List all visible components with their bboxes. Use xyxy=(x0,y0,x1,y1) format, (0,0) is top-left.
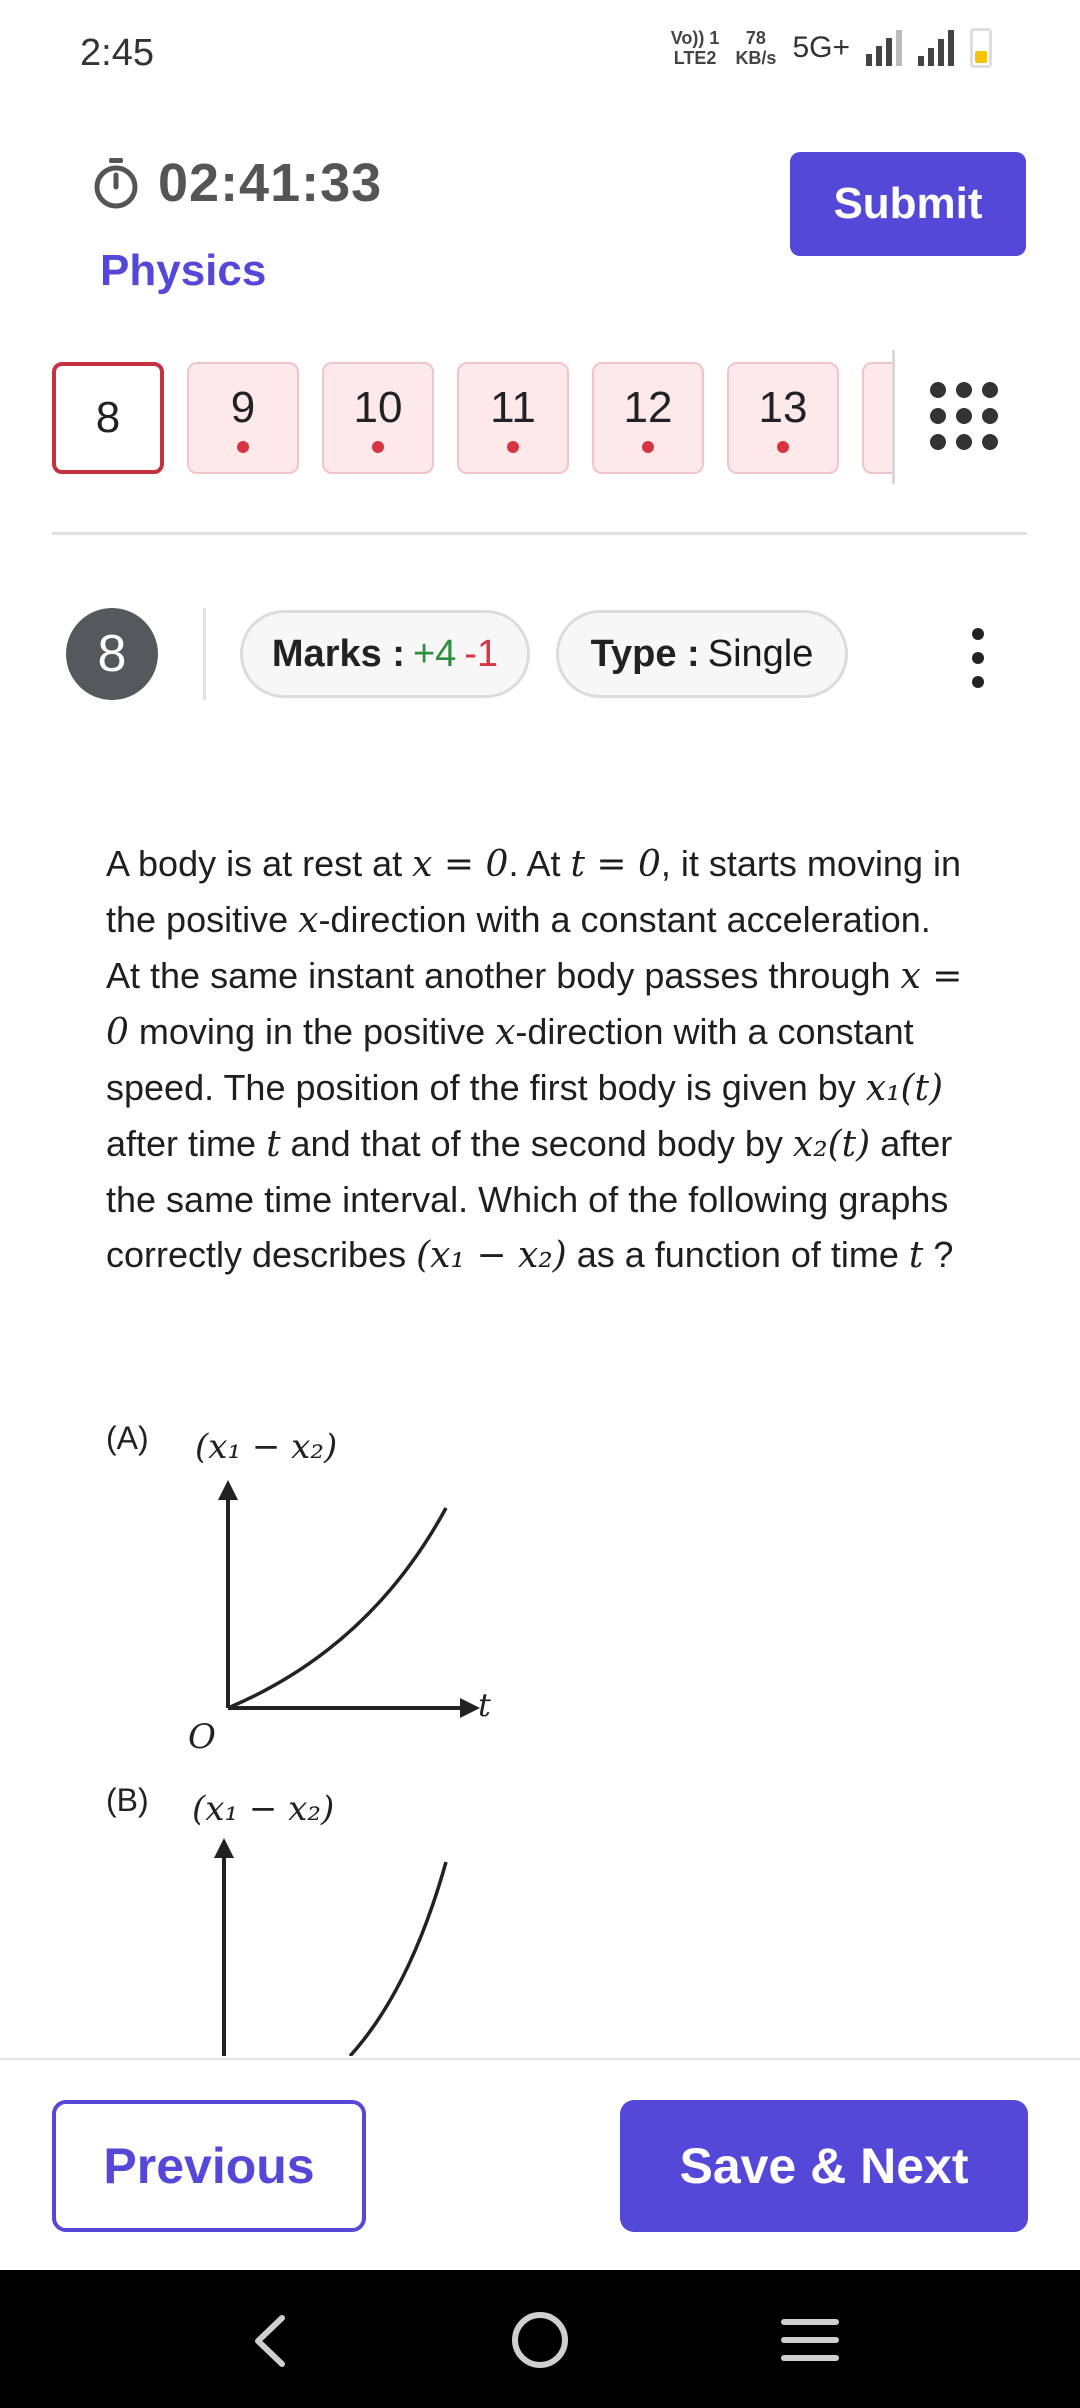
save-next-button[interactable]: Save & Next xyxy=(620,2100,1028,2232)
marks-positive: +4 xyxy=(412,632,457,675)
battery-icon xyxy=(970,28,992,68)
status-time: 2:45 xyxy=(80,32,154,74)
section-divider xyxy=(52,532,1027,535)
unanswered-dot xyxy=(507,441,519,453)
speed-value: 78 xyxy=(745,28,766,48)
lte-label: LTE2 xyxy=(673,48,717,68)
question-palette xyxy=(52,362,894,474)
submit-button[interactable]: Submit xyxy=(790,152,1026,256)
network-type: 5G+ xyxy=(792,31,850,64)
stopwatch-icon xyxy=(92,157,140,209)
volte-indicator xyxy=(671,28,720,68)
option-b-graph[interactable] xyxy=(180,1780,520,2056)
palette-tile-number: 8 xyxy=(95,393,121,442)
back-icon[interactable] xyxy=(246,2312,294,2370)
option-a-origin: O xyxy=(188,1717,216,1757)
palette-tile-number: 10 xyxy=(353,383,403,432)
signal-icon-sim1 xyxy=(866,30,902,66)
x-axis-arrow xyxy=(460,1698,480,1718)
speed-unit: KB/s xyxy=(735,48,777,68)
palette-tile-number: 9 xyxy=(230,383,256,432)
palette-tile[interactable] xyxy=(592,362,704,474)
palette-tile[interactable] xyxy=(322,362,434,474)
question-number-badge: 8 xyxy=(66,608,158,700)
volte-label: Vo)) 1 xyxy=(670,28,720,48)
unanswered-dot xyxy=(237,441,249,453)
grid-menu-icon[interactable] xyxy=(930,382,998,450)
unanswered-dot xyxy=(372,441,384,453)
type-label: Type : xyxy=(590,632,700,675)
meta-divider xyxy=(203,608,206,700)
option-b-label[interactable]: (B) xyxy=(106,1782,149,1818)
unanswered-dot xyxy=(642,441,654,453)
status-bar xyxy=(0,0,1080,110)
menu-icon[interactable] xyxy=(780,2314,840,2366)
timer-value: 02:41:33 xyxy=(158,153,383,213)
palette-tile-number: 12 xyxy=(623,383,673,432)
option-a-label[interactable]: (A) xyxy=(106,1420,149,1456)
network-speed xyxy=(735,28,776,68)
status-icons xyxy=(671,28,992,68)
type-pill xyxy=(556,610,848,698)
palette-tile[interactable] xyxy=(187,362,299,474)
option-a-curve xyxy=(228,1508,446,1708)
palette-tile[interactable] xyxy=(727,362,839,474)
signal-icon-sim2 xyxy=(918,30,954,66)
marks-label: Marks : xyxy=(271,632,405,675)
marks-negative: -1 xyxy=(464,632,499,675)
previous-button[interactable]: Previous xyxy=(52,2100,366,2232)
palette-divider xyxy=(892,350,895,484)
option-b-ylabel: (x₁ − x₂) xyxy=(192,1789,335,1829)
marks-pill xyxy=(240,610,530,698)
palette-tile-current[interactable] xyxy=(52,362,164,474)
palette-tile-number: 11 xyxy=(490,383,536,432)
option-a-graph[interactable] xyxy=(180,1418,520,1758)
palette-tile-partial[interactable] xyxy=(862,362,894,474)
palette-tile[interactable] xyxy=(457,362,569,474)
y-axis-arrow xyxy=(214,1838,234,1858)
option-a-xlabel: t xyxy=(478,1686,491,1724)
subject-title[interactable]: Physics xyxy=(100,246,267,295)
system-nav-bar xyxy=(0,2270,1080,2408)
more-options-icon[interactable] xyxy=(972,628,984,688)
question-text: A body is at rest at x = 0. At t = 0, it starts moving in the positive x-direction with a constant acceleration. At the same instant another body passes through x = 0 moving in the positive x-direction with a constant speed. The position of the first body is given by x₁(t) after time t and that of the second body by x₂(t) after the same time interval. Which of the following graphs correctly describes (x₁ − x₂) as a function of time t ? xyxy=(106,843,963,1276)
option-b-curve xyxy=(350,1862,446,2056)
option-a-ylabel: (x₁ − x₂) xyxy=(195,1427,338,1467)
y-axis-arrow xyxy=(218,1480,238,1500)
timer xyxy=(92,152,382,214)
unanswered-dot xyxy=(777,441,789,453)
type-value: Single xyxy=(707,632,814,675)
bottom-nav-bar xyxy=(0,2058,1080,2270)
home-icon[interactable] xyxy=(510,2310,570,2370)
palette-tile-number: 13 xyxy=(758,383,808,432)
